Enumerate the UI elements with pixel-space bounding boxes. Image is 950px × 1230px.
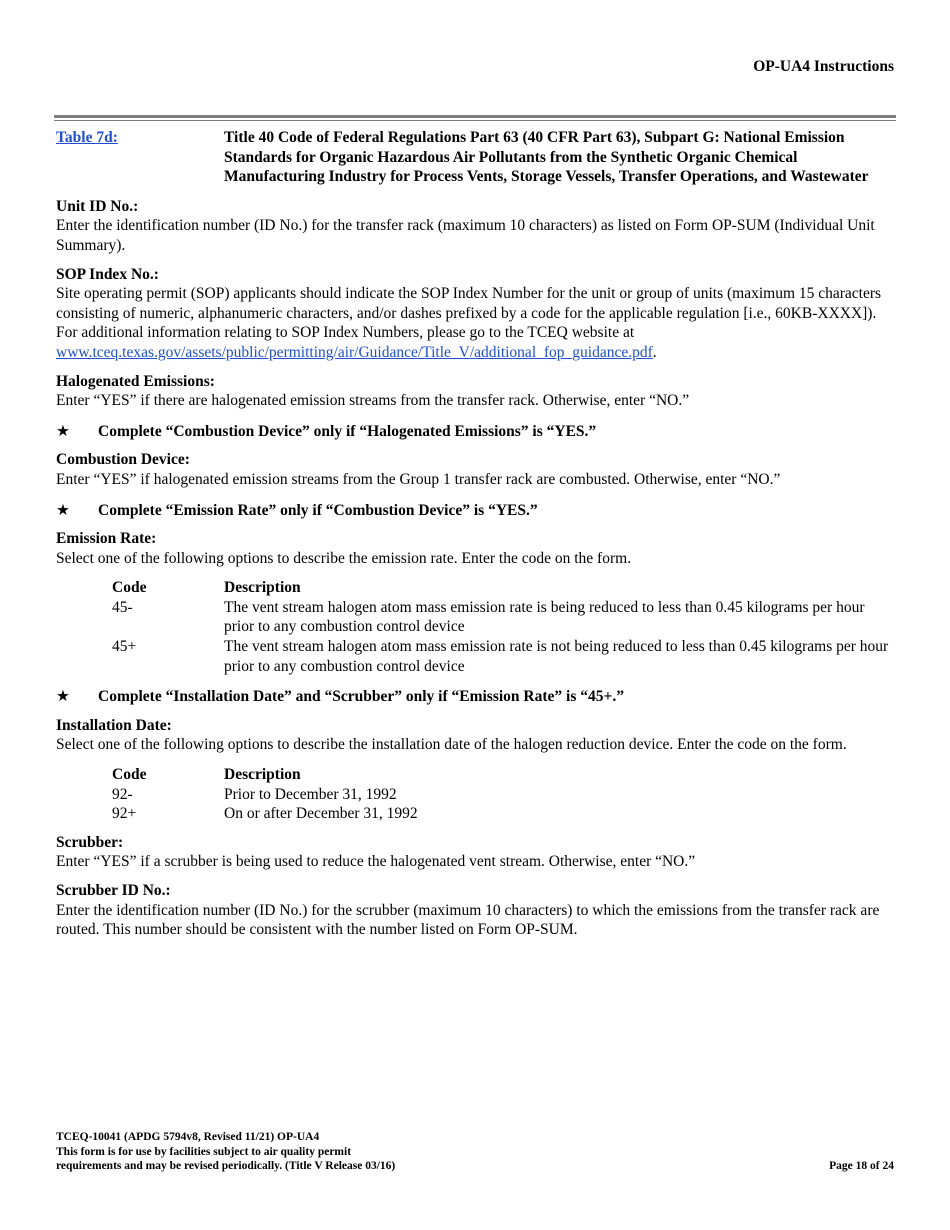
installation-code-table xyxy=(112,765,896,824)
code-column-header: Code xyxy=(112,579,147,597)
code-table-row xyxy=(112,804,896,824)
unit-id-text: Enter the identification number (ID No.) for the transfer rack (maximum 10 characters) as listed on Form OP-SUM (Individual Unit Summary). xyxy=(56,217,875,254)
code-column-header: Code xyxy=(112,766,147,784)
note-emission xyxy=(56,501,896,521)
note-installation-text: Complete “Installation Date” and “Scrubber” only if “Emission Rate” is “45+.” xyxy=(98,688,624,706)
section-halogenated xyxy=(56,372,896,411)
installation-date-text: Select one of the following options to describe the installation date of the halogen reduction device. Enter the code on the form. xyxy=(56,736,847,754)
scrubber-text: Enter “YES” if a scrubber is being used to reduce the halogenated vent stream. Otherwise, enter “NO.” xyxy=(56,853,696,871)
scrubber-label: Scrubber: xyxy=(56,833,124,851)
table-heading xyxy=(56,128,896,187)
section-unit-id xyxy=(56,197,896,256)
code-table-row xyxy=(112,598,896,637)
description-cell: On or after December 31, 1992 xyxy=(224,805,418,823)
code-cell: 92+ xyxy=(112,805,137,823)
note-emission-text: Complete “Emission Rate” only if “Combustion Device” is “YES.” xyxy=(98,501,538,519)
description-cell: The vent stream halogen atom mass emission rate is not being reduced to less than 0.45 kilograms per hour prior to any combustion control device xyxy=(224,638,889,675)
description-column-header: Description xyxy=(224,579,301,597)
description-cell: The vent stream halogen atom mass emission rate is being reduced to less than 0.45 kilograms per hour prior to any combustion control device xyxy=(224,598,865,636)
code-cell: 45- xyxy=(112,598,133,616)
note-combustion xyxy=(56,422,896,442)
table-title: Title 40 Code of Federal Regulations Part 63 (40 CFR Part 63), Subpart G: National Emission Standards for Organic Hazardous Air Pollutants from the Synthetic Organic Chemical Manufacturing Industry for Process Vents, Storage Vessels, Transfer Operations, and Wastewater xyxy=(224,129,869,186)
code-cell: 92- xyxy=(112,785,133,803)
footer-line-3: requirements and may be revised periodically. (Title V Release 03/16) xyxy=(56,1160,396,1172)
note-combustion-text: Complete “Combustion Device” only if “Halogenated Emissions” is “YES.” xyxy=(98,422,597,440)
emission-rate-text: Select one of the following options to describe the emission rate. Enter the code on the form. xyxy=(56,549,632,567)
halogenated-text: Enter “YES” if there are halogenated emission streams from the transfer rack. Otherwise, enter “NO.” xyxy=(56,392,690,410)
sop-index-text: Site operating permit (SOP) applicants should indicate the SOP Index Number for the unit or group of units (maximum 15 characters consisting of numeric, alphanumeric characters, and/or dashes prefixed by a code for the applicable regulation [i.e., 60KB-XXXX]). For additional information relating to SOP Index Numbers, please go to the TCEQ website at xyxy=(56,285,882,342)
star-icon: ★ xyxy=(56,688,70,706)
sop-index-text-block xyxy=(56,284,896,362)
scrubber-id-text: Enter the identification number (ID No.) for the scrubber (maximum 10 characters) to which the emissions from the transfer rack are routed. This number should be consistent with the number listed on Form OP-SUM. xyxy=(56,901,880,939)
description-column-header: Description xyxy=(224,766,301,784)
header-divider xyxy=(54,115,896,121)
page-header-title: OP-UA4 Instructions xyxy=(753,58,894,75)
halogenated-label: Halogenated Emissions: xyxy=(56,372,215,390)
footer-line-1: TCEQ-10041 (APDG 5794v8, Revised 11/21) OP-UA4 xyxy=(56,1131,320,1143)
page-number: Page 18 of 24 xyxy=(829,1160,894,1172)
guidance-link[interactable]: www.tceq.texas.gov/assets/public/permitting/air/Guidance/Title_V/additional_fop_guidance.pdf xyxy=(56,343,653,361)
table-ref-link[interactable]: Table 7d: xyxy=(56,129,118,146)
section-sop-index xyxy=(56,265,896,363)
combustion-text: Enter “YES” if halogenated emission streams from the Group 1 transfer rack are combusted. Otherwise, enter “NO.” xyxy=(56,470,781,488)
document-body xyxy=(56,128,896,949)
footer-form-info xyxy=(56,1130,395,1174)
combustion-label: Combustion Device: xyxy=(56,451,190,469)
emission-rate-code-table xyxy=(112,578,896,676)
section-emission-rate xyxy=(56,529,896,676)
note-installation xyxy=(56,687,896,707)
scrubber-id-label: Scrubber ID No.: xyxy=(56,882,171,899)
star-icon: ★ xyxy=(56,501,70,519)
code-table-header xyxy=(112,578,896,598)
section-scrubber-id xyxy=(56,881,896,940)
code-cell: 45+ xyxy=(112,638,137,656)
section-scrubber xyxy=(56,833,896,872)
code-table-header xyxy=(112,765,896,785)
section-combustion xyxy=(56,450,896,489)
sop-index-after: . xyxy=(652,343,657,361)
star-icon: ★ xyxy=(56,422,70,440)
description-cell: Prior to December 31, 1992 xyxy=(224,785,397,803)
code-table-row xyxy=(112,637,896,676)
installation-date-label: Installation Date: xyxy=(56,716,172,734)
section-installation-date xyxy=(56,716,896,824)
sop-index-label: SOP Index No.: xyxy=(56,265,159,283)
code-table-row xyxy=(112,785,896,805)
emission-rate-label: Emission Rate: xyxy=(56,530,157,548)
unit-id-label: Unit ID No.: xyxy=(56,197,139,215)
footer-line-2: This form is for use by facilities subject to air quality permit xyxy=(56,1145,352,1158)
